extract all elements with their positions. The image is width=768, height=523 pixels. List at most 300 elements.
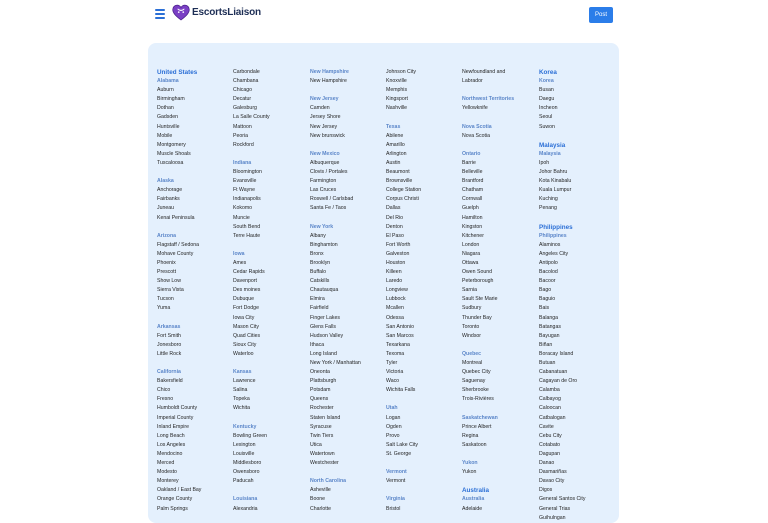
spacer xyxy=(462,404,538,413)
spacer xyxy=(310,141,386,150)
city-link[interactable]: Brantford xyxy=(462,178,484,185)
city-link[interactable]: Adelaide xyxy=(462,505,483,512)
post-button[interactable]: Post xyxy=(589,7,613,23)
city-link[interactable]: Wichita xyxy=(233,405,251,412)
city-link[interactable]: Kingsport xyxy=(386,96,408,103)
region-heading[interactable]: Vermont xyxy=(386,469,407,476)
region-heading[interactable]: Alabama xyxy=(157,78,179,85)
city-link[interactable]: Modesto xyxy=(157,469,177,476)
city-link[interactable]: Del Rio xyxy=(386,214,404,221)
city-link[interactable]: Kuala Lumpur xyxy=(539,187,572,194)
region-heading[interactable]: Kansas xyxy=(233,369,252,376)
city-link[interactable]: Iowa City xyxy=(233,314,255,321)
spacer xyxy=(386,486,462,495)
city-link[interactable]: Jersey Shore xyxy=(310,114,341,121)
city-link[interactable]: Peterborough xyxy=(462,278,494,285)
city-link[interactable]: Johnson City xyxy=(386,69,416,75)
region-heading[interactable]: New Hampshire xyxy=(310,69,349,75)
city-link[interactable]: Guelph xyxy=(462,205,479,212)
location-column xyxy=(386,68,462,514)
city-link[interactable]: Ottawa xyxy=(462,259,479,266)
city-link[interactable]: New brunswick xyxy=(310,132,345,139)
city-link[interactable]: Fairbanks xyxy=(157,196,180,203)
city-link[interactable]: Tyler xyxy=(386,360,398,366)
city-link[interactable]: Merced xyxy=(157,460,175,467)
city-link[interactable]: Chautauqua xyxy=(310,287,339,294)
city-link[interactable]: Salt Lake City xyxy=(386,441,419,448)
city-link[interactable]: Calbayog xyxy=(539,396,561,403)
city-link[interactable]: Boracay Island xyxy=(539,350,574,357)
city-link[interactable]: San Antonio xyxy=(386,323,414,330)
city-link[interactable]: Mobile xyxy=(157,132,173,139)
city-link[interactable]: Killeen xyxy=(386,269,402,276)
city-link[interactable]: Trois-Rivières xyxy=(462,396,494,403)
city-link[interactable]: Abilene xyxy=(386,132,404,139)
spacer xyxy=(233,359,309,368)
city-link[interactable]: Quebec City xyxy=(462,369,491,376)
city-link[interactable]: Ithaca xyxy=(310,341,325,348)
city-link[interactable]: Penang xyxy=(539,205,557,212)
city-link[interactable]: Nova Scotia xyxy=(462,132,490,139)
city-link[interactable]: Prescott xyxy=(157,269,177,276)
city-link[interactable]: Austin xyxy=(386,159,401,166)
spacer xyxy=(310,86,386,95)
brand-name: EscortsLiaison xyxy=(192,7,261,18)
region-heading[interactable]: Arkansas xyxy=(157,323,181,330)
spacer xyxy=(157,359,233,368)
country-heading[interactable]: Australia xyxy=(462,487,489,495)
city-link[interactable]: Beaumont xyxy=(386,169,410,176)
city-link[interactable]: Potsdam xyxy=(310,387,331,394)
city-link[interactable]: Glens Falls xyxy=(310,323,336,330)
country-heading[interactable]: Korea xyxy=(539,69,557,76)
city-link[interactable]: Balanga xyxy=(539,314,559,321)
city-link[interactable]: Texoma xyxy=(386,350,405,357)
city-link[interactable]: Batangas xyxy=(539,323,561,330)
city-link[interactable]: Butuan xyxy=(539,360,556,366)
city-link[interactable]: Buffalo xyxy=(310,269,327,276)
city-link[interactable]: La Salle County xyxy=(233,114,270,121)
city-link[interactable]: Paducah xyxy=(233,478,254,485)
city-link[interactable]: Indianapolis xyxy=(233,196,261,203)
city-link[interactable]: Long Island xyxy=(310,350,337,357)
brand-logo[interactable] xyxy=(172,4,261,21)
city-link[interactable]: Kingston xyxy=(462,223,483,230)
city-link[interactable]: Fort Dodge xyxy=(233,305,259,312)
city-link[interactable]: Syracuse xyxy=(310,423,332,430)
city-link[interactable]: Bowling Green xyxy=(233,432,268,439)
spacer xyxy=(386,459,462,468)
city-link[interactable]: Cagayan de Oro xyxy=(539,378,578,385)
city-link[interactable]: Fort Smith xyxy=(157,332,181,339)
city-link[interactable]: Chambana xyxy=(233,78,259,85)
location-column xyxy=(233,68,309,514)
spacer xyxy=(310,214,386,223)
city-link[interactable]: Alaminos xyxy=(539,241,561,248)
city-link[interactable]: Amarillo xyxy=(386,141,405,148)
city-link[interactable]: Louisville xyxy=(233,450,255,457)
city-link[interactable]: Monterey xyxy=(157,478,179,485)
region-heading[interactable]: Saskatchewan xyxy=(462,414,498,421)
spacer xyxy=(157,168,233,177)
city-link[interactable]: Hamilton xyxy=(462,214,483,221)
spacer xyxy=(462,86,538,95)
spacer xyxy=(233,241,309,250)
spacer xyxy=(233,486,309,495)
city-link[interactable]: Sioux City xyxy=(233,341,257,348)
city-link[interactable]: Saguenay xyxy=(462,378,486,385)
city-link[interactable]: Cedar Rapids xyxy=(233,269,265,276)
city-link[interactable]: Dothan xyxy=(157,105,174,112)
region-heading[interactable]: New Jersey xyxy=(310,96,339,103)
spacer xyxy=(233,414,309,423)
city-link[interactable]: Owen Sound xyxy=(462,269,492,276)
city-link[interactable]: Cornwall xyxy=(462,196,483,203)
city-link[interactable]: Dubuque xyxy=(233,296,255,303)
city-link[interactable]: Plattsburgh xyxy=(310,378,337,385)
spacer xyxy=(539,132,615,141)
city-link[interactable]: Lexington xyxy=(233,441,256,448)
city-link[interactable]: Camden xyxy=(310,105,330,112)
city-link[interactable]: Show Low xyxy=(157,278,181,285)
city-link[interactable]: Farmington xyxy=(310,178,337,185)
region-heading[interactable]: Indiana xyxy=(233,159,252,166)
city-link[interactable]: Mason City xyxy=(233,323,259,330)
city-link[interactable]: Staten Island xyxy=(310,414,341,421)
city-link[interactable]: Toronto xyxy=(462,323,480,330)
city-link[interactable]: San Marcos xyxy=(386,332,414,339)
city-link[interactable]: Boone xyxy=(310,496,326,503)
city-link[interactable]: Yuma xyxy=(157,305,171,312)
city-link[interactable]: Anchorage xyxy=(157,187,183,194)
city-link[interactable]: Odessa xyxy=(386,314,404,321)
city-link[interactable]: Sault Ste Marie xyxy=(462,296,498,303)
city-link[interactable]: Elmira xyxy=(310,296,325,303)
region-heading[interactable]: California xyxy=(157,369,181,376)
city-link[interactable]: Chicago xyxy=(233,87,253,94)
city-link[interactable]: Long Beach xyxy=(157,432,185,439)
city-link[interactable]: Sarnia xyxy=(462,287,477,294)
spacer xyxy=(462,141,538,150)
region-heading[interactable]: New Mexico xyxy=(310,150,340,157)
city-link[interactable]: Digos xyxy=(539,487,553,494)
city-link[interactable]: Alexandria xyxy=(233,505,258,512)
city-link[interactable]: Galveston xyxy=(386,250,410,257)
region-heading[interactable]: Kentucky xyxy=(233,423,257,430)
city-link[interactable]: Des moines xyxy=(233,287,261,294)
region-heading[interactable]: Ontario xyxy=(462,150,481,157)
city-link[interactable]: Sierra Vista xyxy=(157,287,184,294)
city-link[interactable]: New Hampshire xyxy=(310,78,347,85)
city-link[interactable]: Yellowknife xyxy=(462,105,488,112)
city-link[interactable]: Middlesboro xyxy=(233,460,262,467)
city-link[interactable]: Belleville xyxy=(462,169,483,176)
city-link[interactable]: Chico xyxy=(157,387,171,394)
city-link[interactable]: Caloocan xyxy=(539,405,561,412)
city-link[interactable]: Biñan xyxy=(539,341,553,348)
region-heading[interactable]: Yukon xyxy=(462,460,478,467)
city-link[interactable]: Imperial County xyxy=(157,414,194,421)
city-link[interactable]: Ipoh xyxy=(539,159,550,166)
city-link[interactable]: Huntsville xyxy=(157,123,180,130)
city-link[interactable]: Owensboro xyxy=(233,469,260,476)
city-link[interactable]: Barrie xyxy=(462,159,476,166)
city-link[interactable]: Montreal xyxy=(462,360,483,366)
city-link[interactable]: Mcallen xyxy=(386,305,404,312)
city-link[interactable]: Catskills xyxy=(310,278,330,285)
city-link[interactable]: Queens xyxy=(310,396,329,403)
city-link[interactable]: Bayugan xyxy=(539,332,560,339)
city-link[interactable]: Fairfield xyxy=(310,305,329,312)
spacer xyxy=(386,113,462,122)
city-link[interactable]: Westchester xyxy=(310,460,339,467)
region-heading[interactable]: Louisiana xyxy=(233,496,258,503)
city-link[interactable]: Saskatoon xyxy=(462,441,487,448)
city-link[interactable]: Los Angeles xyxy=(157,441,186,448)
location-column xyxy=(157,68,233,514)
city-link[interactable]: Longview xyxy=(386,287,408,294)
city-link[interactable]: Flagstaff / Sedona xyxy=(157,241,200,248)
city-link[interactable]: General Trias xyxy=(539,505,571,512)
city-link[interactable]: Evansville xyxy=(233,178,257,185)
city-link[interactable]: Decatur xyxy=(233,96,252,103)
city-link[interactable]: Regina xyxy=(462,432,479,439)
spacer xyxy=(539,214,615,223)
city-link[interactable]: Cavite xyxy=(539,423,554,430)
city-link[interactable]: Logan xyxy=(386,414,401,421)
city-link[interactable]: Ogden xyxy=(386,423,402,430)
city-link[interactable]: Mattoon xyxy=(233,123,252,130)
city-link[interactable]: Baguio xyxy=(539,296,556,303)
city-link[interactable]: Incheon xyxy=(539,105,558,112)
city-link[interactable]: Memphis xyxy=(386,87,408,94)
city-link[interactable]: Juneau xyxy=(157,205,175,212)
region-heading[interactable]: Korea xyxy=(539,78,554,85)
city-link[interactable]: Muscle Shoals xyxy=(157,150,191,157)
region-heading[interactable]: Malaysia xyxy=(539,150,561,157)
city-link[interactable]: Rockford xyxy=(233,141,254,148)
city-link[interactable]: St. George xyxy=(386,450,412,457)
city-link[interactable]: Davao City xyxy=(539,478,565,485)
region-heading[interactable]: North Carolina xyxy=(310,478,347,485)
city-link[interactable]: Waterloo xyxy=(233,350,254,357)
city-link[interactable]: Nashville xyxy=(386,105,408,112)
region-heading[interactable]: Virginia xyxy=(386,496,405,503)
heart-logo-icon xyxy=(172,4,190,21)
city-link[interactable]: Topeka xyxy=(233,396,250,403)
city-link[interactable]: Palm Springs xyxy=(157,505,188,512)
city-link[interactable]: Bakersfield xyxy=(157,378,183,385)
city-link[interactable]: Birmingham xyxy=(157,96,185,103)
city-link[interactable]: Vermont xyxy=(386,478,406,485)
city-link[interactable]: Fort Worth xyxy=(386,241,411,248)
location-column xyxy=(539,68,615,523)
city-link[interactable]: Albuquerque xyxy=(310,159,340,166)
city-link[interactable]: Muncie xyxy=(233,214,250,221)
city-link[interactable]: Wichita Falls xyxy=(386,387,416,394)
city-link[interactable]: Bais xyxy=(539,305,550,312)
city-link[interactable]: Quad Cities xyxy=(233,332,261,339)
city-link[interactable]: Brownsville xyxy=(386,178,413,185)
city-link[interactable]: Bago xyxy=(539,287,552,294)
spacer xyxy=(157,314,233,323)
city-link[interactable]: Cotabato xyxy=(539,441,561,448)
city-link[interactable]: Rochester xyxy=(310,405,334,412)
city-link[interactable]: Denton xyxy=(386,223,403,230)
city-link[interactable]: Oneonta xyxy=(310,369,330,376)
country-heading[interactable]: Philippines xyxy=(539,223,573,231)
city-link[interactable]: Little Rock xyxy=(157,350,182,357)
city-link[interactable]: Brooklyn xyxy=(310,259,331,266)
region-heading[interactable]: Philippines xyxy=(539,232,567,239)
city-link[interactable]: Kuching xyxy=(539,196,558,203)
city-link[interactable]: Charlotte xyxy=(310,505,332,512)
city-link[interactable]: Gadsden xyxy=(157,114,179,121)
city-link[interactable]: Dallas xyxy=(386,205,401,212)
city-link[interactable]: El Paso xyxy=(386,232,404,239)
city-link[interactable]: Labrador xyxy=(462,78,483,85)
region-heading[interactable]: Iowa xyxy=(233,250,245,257)
city-link[interactable]: Cebu City xyxy=(539,432,562,439)
city-link[interactable]: Waco xyxy=(386,378,400,385)
city-link[interactable]: Chatham xyxy=(462,187,484,194)
city-link[interactable]: Windsor xyxy=(462,332,482,339)
city-link[interactable]: Catbalogan xyxy=(539,414,566,421)
city-link[interactable]: Bacoor xyxy=(539,278,556,285)
city-link[interactable]: Newfoundland and xyxy=(462,69,506,75)
city-link[interactable]: Hudson Valley xyxy=(310,332,344,339)
spacer xyxy=(462,477,538,486)
city-link[interactable]: Kenai Peninsula xyxy=(157,214,195,221)
city-link[interactable]: Calamba xyxy=(539,387,560,394)
city-link[interactable]: Fresno xyxy=(157,396,174,403)
city-link[interactable]: Twin Tiers xyxy=(310,432,334,439)
city-link[interactable]: Knoxville xyxy=(386,78,407,85)
city-link[interactable]: Provo xyxy=(386,432,400,439)
city-link[interactable]: Seoul xyxy=(539,114,553,121)
city-link[interactable]: Bristol xyxy=(386,505,401,512)
city-link[interactable]: Dasmariñas xyxy=(539,469,567,476)
city-link[interactable]: Arlington xyxy=(386,150,407,157)
region-heading[interactable]: Australia xyxy=(462,496,485,503)
city-link[interactable]: Davenport xyxy=(233,278,257,285)
city-link[interactable]: Las Cruces xyxy=(310,187,337,194)
region-heading[interactable]: Utah xyxy=(386,405,398,412)
city-link[interactable]: London xyxy=(462,241,480,248)
city-link[interactable]: Humboldt County xyxy=(157,405,198,412)
city-link[interactable]: Antipolo xyxy=(539,259,558,266)
hamburger-menu-icon[interactable] xyxy=(155,9,165,18)
city-link[interactable]: Sudbury xyxy=(462,305,482,312)
city-link[interactable]: Suwon xyxy=(539,123,555,130)
city-link[interactable]: Kota Kinabalu xyxy=(539,178,572,185)
city-link[interactable]: Roswell / Carlsbad xyxy=(310,196,354,203)
city-link[interactable]: Clovis / Portales xyxy=(310,169,348,176)
city-link[interactable]: Mohave County xyxy=(157,250,194,257)
city-link[interactable]: Corpus Christi xyxy=(386,196,419,203)
city-link[interactable]: Guihulngan xyxy=(539,514,566,521)
city-link[interactable]: General Santos City xyxy=(539,496,586,503)
spacer xyxy=(233,150,309,159)
region-heading[interactable]: Texas xyxy=(386,123,401,130)
region-heading[interactable]: Arizona xyxy=(157,232,177,239)
city-link[interactable]: Tuscaloosa xyxy=(157,159,184,166)
city-link[interactable]: Finger Lakes xyxy=(310,314,340,321)
country-heading[interactable]: United States xyxy=(157,69,198,76)
city-link[interactable]: Victoria xyxy=(386,369,404,376)
city-link[interactable]: New York / Manhattan xyxy=(310,360,361,366)
city-link[interactable]: Utica xyxy=(310,441,322,448)
city-link[interactable]: South Bend xyxy=(233,223,261,230)
city-link[interactable]: New Jersey xyxy=(310,123,338,130)
city-link[interactable]: Prince Albert xyxy=(462,423,492,430)
city-link[interactable]: Niagara xyxy=(462,250,481,257)
region-heading[interactable]: New York xyxy=(310,223,334,230)
region-heading[interactable]: Quebec xyxy=(462,350,482,357)
city-link[interactable]: Thunder Bay xyxy=(462,314,492,321)
city-link[interactable]: Phoenix xyxy=(157,259,176,266)
spacer xyxy=(386,395,462,404)
city-link[interactable]: Tucson xyxy=(157,296,174,303)
city-link[interactable]: Yukon xyxy=(462,469,477,476)
city-link[interactable]: Oakland / East Bay xyxy=(157,487,202,494)
city-link[interactable]: Peoria xyxy=(233,132,248,139)
city-link[interactable]: Terre Haute xyxy=(233,232,261,239)
region-heading[interactable]: Northwest Territories xyxy=(462,96,515,103)
city-link[interactable]: Carbondale xyxy=(233,69,260,75)
city-link[interactable]: Busan xyxy=(539,87,554,94)
city-link[interactable]: Ft Wayne xyxy=(233,187,256,194)
spacer xyxy=(462,341,538,350)
city-link[interactable]: Bacolod xyxy=(539,269,558,276)
city-link[interactable]: Jonesboro xyxy=(157,341,182,348)
city-link[interactable]: Watertown xyxy=(310,450,335,457)
city-link[interactable]: Laredo xyxy=(386,278,403,285)
city-link[interactable]: Mendocino xyxy=(157,450,183,457)
city-link[interactable]: Danao xyxy=(539,460,555,467)
city-link[interactable]: Binghamton xyxy=(310,241,338,248)
city-link[interactable]: Albany xyxy=(310,232,326,239)
city-link[interactable]: Texarkana xyxy=(386,341,410,348)
city-link[interactable]: Inland Empire xyxy=(157,423,190,430)
city-link[interactable]: Bloomington xyxy=(233,169,262,176)
region-heading[interactable]: Alaska xyxy=(157,178,174,185)
city-link[interactable]: Daegu xyxy=(539,96,555,103)
city-link[interactable]: Sherbrooke xyxy=(462,387,489,394)
city-link[interactable]: Lawrence xyxy=(233,378,256,385)
city-link[interactable]: Santa Fe / Taos xyxy=(310,205,347,212)
city-link[interactable]: Cabanatuan xyxy=(539,369,568,376)
region-heading[interactable]: Nova Scotia xyxy=(462,123,492,130)
city-link[interactable]: Salina xyxy=(233,387,248,394)
city-link[interactable]: Kokomo xyxy=(233,205,253,212)
city-link[interactable]: Asheville xyxy=(310,487,331,494)
city-link[interactable]: Auburn xyxy=(157,87,174,94)
city-link[interactable]: Dagupan xyxy=(539,450,561,457)
city-link[interactable]: Montgomery xyxy=(157,141,186,148)
city-link[interactable]: Houston xyxy=(386,259,406,266)
city-link[interactable]: Orange County xyxy=(157,496,193,503)
city-link[interactable]: Kitchener xyxy=(462,232,484,239)
city-link[interactable]: Galesburg xyxy=(233,105,257,112)
city-link[interactable]: College Station xyxy=(386,187,422,194)
city-link[interactable]: Bronx xyxy=(310,250,324,257)
country-heading[interactable]: Malaysia xyxy=(539,141,566,149)
city-link[interactable]: Lubbock xyxy=(386,296,406,303)
city-link[interactable]: Angeles City xyxy=(539,250,569,257)
city-link[interactable]: Ames xyxy=(233,259,247,266)
city-link[interactable]: Johor Bahru xyxy=(539,169,568,176)
